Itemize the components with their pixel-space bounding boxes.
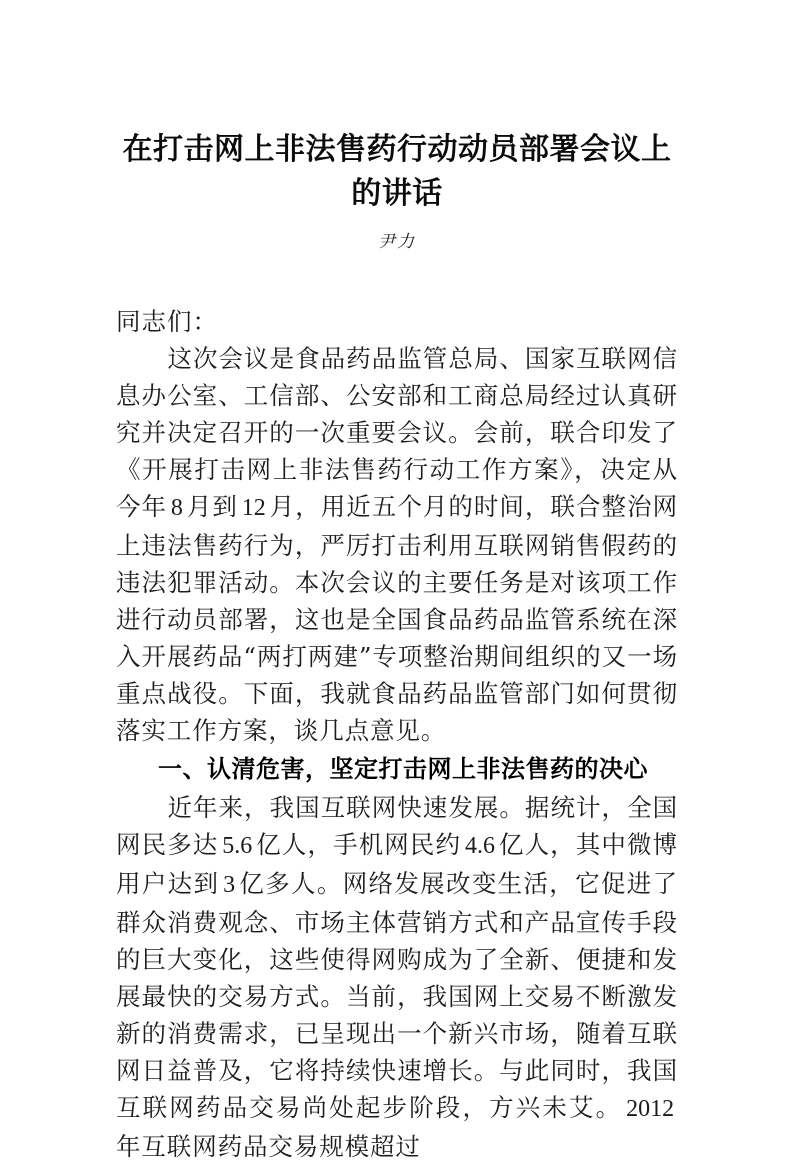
- title-line-1: 在打击网上非法售药行动动员部署会议上: [122, 132, 672, 167]
- paragraph-1-part-b: 月到: [186, 492, 238, 521]
- paragraph-2-number-2012: 2012: [626, 1096, 675, 1122]
- paragraph-1-number-12: 12: [241, 495, 266, 521]
- paragraph-1-part-c: 月，用近五个月的时间，联合整治网上违法售药行为，严厉打击利用互联网销售假药的违法犯罪活动。本次会议的主要任务是对该项工作进行动员部署，这也是全国食品药品监管系统在深入开展药品“两打两建”专项整治期间组织的又一场重点战役。下面，我就食品药品监管部门如何贯彻落实工作方案，谈几点意见。: [116, 492, 678, 745]
- section-heading-1: 一、认清危害，坚定打击网上非法售药的决心: [158, 755, 648, 783]
- salutation-line: 同志们：: [116, 307, 218, 336]
- paragraph-1-part-a: 这次会议是食品药品监管总局、国家互联网信息办公室、工信部、公安部和工商总局经过认真研究并决定召开的一次重要会议。会前，联合印发了《开展打击网上非法售药行动工作方案》，决定从今年: [116, 344, 678, 521]
- page-title: [116, 128, 678, 216]
- paragraph-2-number-3: 3: [223, 872, 236, 898]
- title-line-2: 的讲话: [351, 176, 443, 211]
- author-byline: 尹力: [378, 232, 416, 252]
- paragraph-2-number-5-6: 5.6: [222, 833, 253, 859]
- paragraph-2: [116, 789, 678, 1165]
- paragraph-1: [116, 340, 678, 749]
- paragraph-2-number-4-6: 4.6: [464, 833, 495, 859]
- paragraph-2-part-c: 亿人，其中微博用户达到: [116, 830, 678, 898]
- paragraph-1-number-8: 8: [170, 495, 183, 521]
- paragraph-2-part-b: 亿人，手机网民约: [256, 830, 462, 859]
- paragraph-2-part-e: 年互联网药品交易规模超过: [116, 1132, 421, 1161]
- paragraph-2-part-d: 亿多人。网络发展改变生活，它促进了群众消费观念、市场主体营销方式和产品宣传手段的巨大变化，这些使得网购成为了全新、便捷和发展最快的交易方式。当前，我国网上交易不断激发新的消费需求，已呈现出一个新兴市场，随着互联网日益普及，它将持续快速增长。与此同时，我国互联网药品交易尚处起步阶段，方兴未艾。: [116, 869, 678, 1122]
- document-body: [116, 303, 678, 1165]
- paragraph-2-part-a: 近年来，我国互联网快速发展。据统计，全国网民多达: [116, 793, 678, 859]
